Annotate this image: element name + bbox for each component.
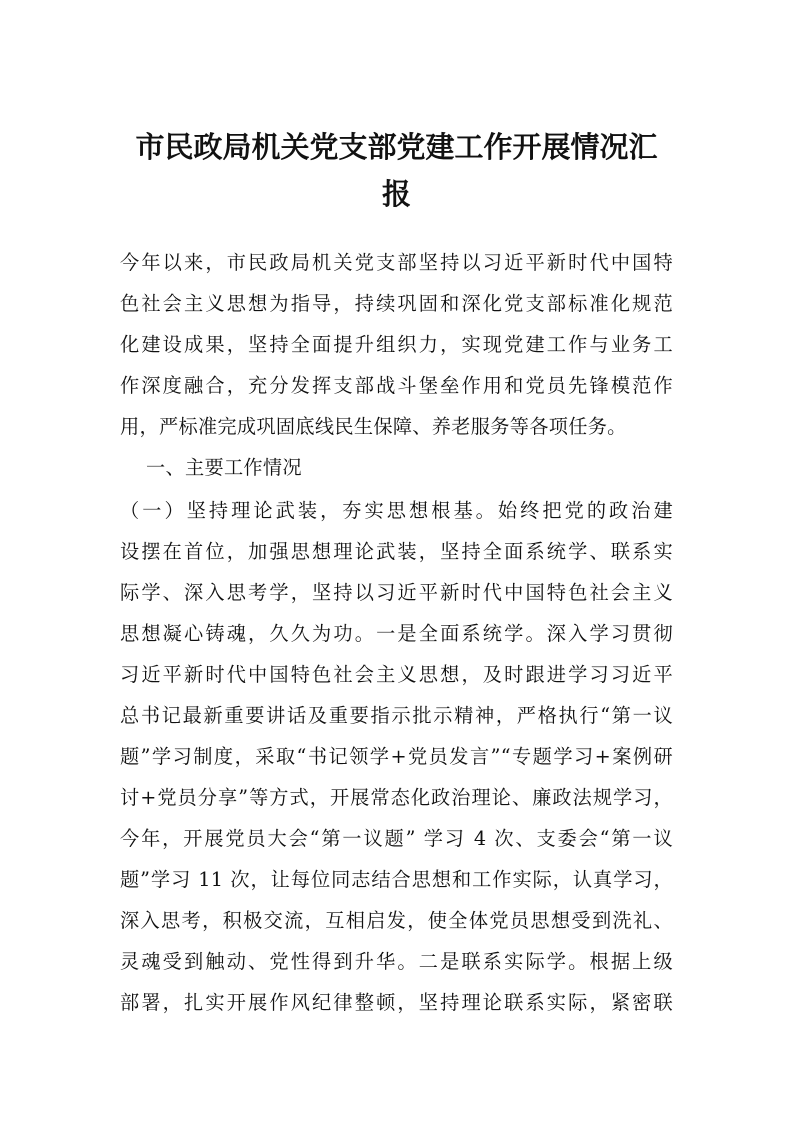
section1-paragraph-line: 今年，开展党员大会“第一议题” 学习 4 次、支委会“第一议 (120, 827, 673, 850)
intro-paragraph-line: 用，严标准完成巩固底线民生保障、养老服务等各项任务。 (120, 415, 627, 438)
section1-paragraph-line: 总书记最新重要讲话及重要指示批示精神，严格执行“第一议 (120, 704, 673, 727)
section1-paragraph-line: 讨+党员分享”等方式，开展常态化政治理论、廉政法规学习， (120, 786, 673, 809)
section1-paragraph-line: 深入思考，积极交流，互相启发，使全体党员思想受到洗礼、 (120, 909, 673, 932)
section1-paragraph-line: 灵魂受到触动、党性得到升华。二是联系实际学。根据上级 (120, 950, 673, 973)
document-title-line-2: 报 (381, 177, 411, 211)
section1-paragraph-line: 设摆在首位，加强思想理论武装，坚持全面系统学、联系实 (120, 540, 673, 563)
intro-paragraph-line: 作深度融合，充分发挥支部战斗堡垒作用和党员先锋模范作 (120, 374, 673, 397)
intro-paragraph-line: 今年以来，市民政局机关党支部坚持以习近平新时代中国特 (120, 251, 673, 274)
section1-paragraph-line: 部署，扎实开展作风纪律整顿，坚持理论联系实际，紧密联 (120, 991, 673, 1014)
section1-paragraph-line: 题”学习制度，采取“书记领学+党员发言”“专题学习+案例研 (120, 745, 673, 768)
intro-paragraph-line: 色社会主义思想为指导，持续巩固和深化党支部标准化规范 (120, 292, 673, 315)
section1-paragraph-line: 思想凝心铸魂，久久为功。一是全面系统学。深入学习贯彻 (120, 622, 673, 645)
intro-paragraph-line: 化建设成果，坚持全面提升组织力，实现党建工作与业务工 (120, 333, 673, 356)
section1-paragraph-line: （一）坚持理论武装，夯实思想根基。始终把党的政治建 (120, 499, 673, 522)
section1-paragraph-line: 习近平新时代中国特色社会主义思想，及时跟进学习习近平 (120, 663, 673, 686)
section1-paragraph-line: 题”学习 11 次，让每位同志结合思想和工作实际，认真学习， (120, 868, 673, 891)
section-heading: 一、主要工作情况 (146, 456, 302, 479)
document-title-line-1: 市民政局机关党支部党建工作开展情况汇 (135, 130, 658, 164)
section1-paragraph-line: 际学、深入思考学，坚持以习近平新时代中国特色社会主义 (120, 581, 673, 604)
